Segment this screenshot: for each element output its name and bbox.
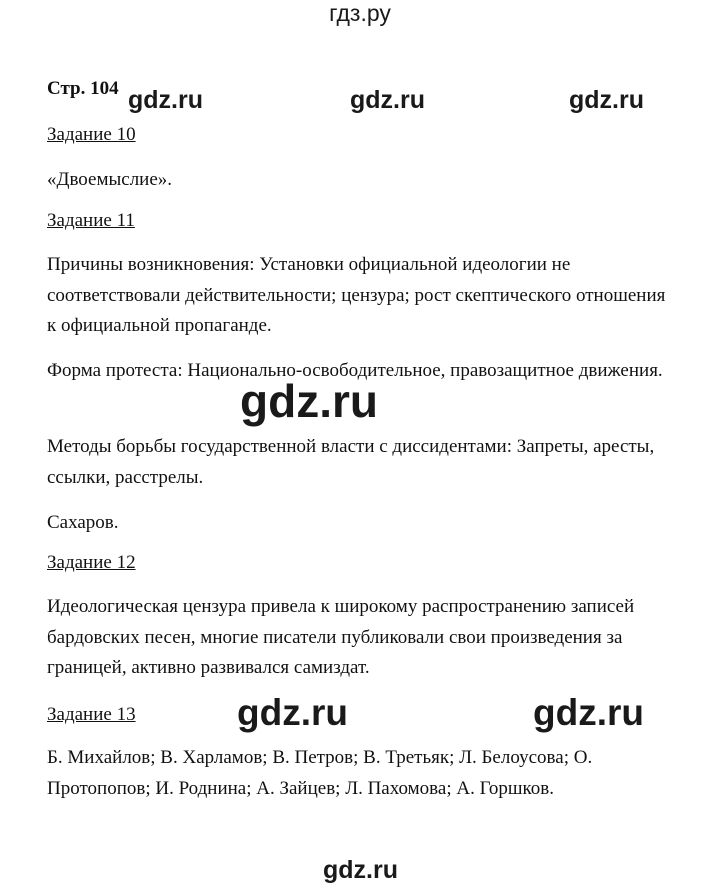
task-heading: Задание 12 xyxy=(47,552,136,573)
task-heading: Задание 11 xyxy=(47,210,135,231)
task-heading: Задание 13 xyxy=(47,704,136,725)
task-paragraph: Причины возникновения: Установки официальной идеологии не соответствовали действительности; цензура; рост скептического отношения к официальной пропаганде. xyxy=(47,254,666,336)
task-paragraph: «Двоемыслие». xyxy=(47,169,173,190)
watermark-top: гдз.ру xyxy=(329,0,391,26)
task-paragraph: Б. Михайлов; В. Харламов; В. Петров; В. Третьяк; Л. Белоусова; О. Протопопов; И. Роднина; А. Зайцев; Л. Пахомова; А. Горшков. xyxy=(47,747,593,799)
page-title: Стр. 104 xyxy=(47,78,119,99)
watermark: gdz.ru xyxy=(569,86,644,114)
watermark: gdz.ru xyxy=(350,86,425,114)
watermark: gdz.ru xyxy=(240,375,378,427)
watermark-bottom: gdz.ru xyxy=(323,856,398,884)
task-heading: Задание 10 xyxy=(47,124,136,145)
task-paragraph: Сахаров. xyxy=(47,512,119,533)
task-paragraph: Методы борьбы государственной власти с диссидентами: Запреты, аресты, ссылки, расстрелы. xyxy=(47,436,655,488)
watermark: gdz.ru xyxy=(533,692,644,733)
task-paragraph: Идеологическая цензура привела к широкому распространению записей бардовских песен, многие писатели публиковали свои произведения за границей, активно развивался самиздат. xyxy=(47,596,635,678)
watermark: gdz.ru xyxy=(128,86,203,114)
watermark: gdz.ru xyxy=(237,692,348,733)
task-paragraph: Форма протеста: Национально-освободительное, правозащитное движения. xyxy=(47,360,663,381)
